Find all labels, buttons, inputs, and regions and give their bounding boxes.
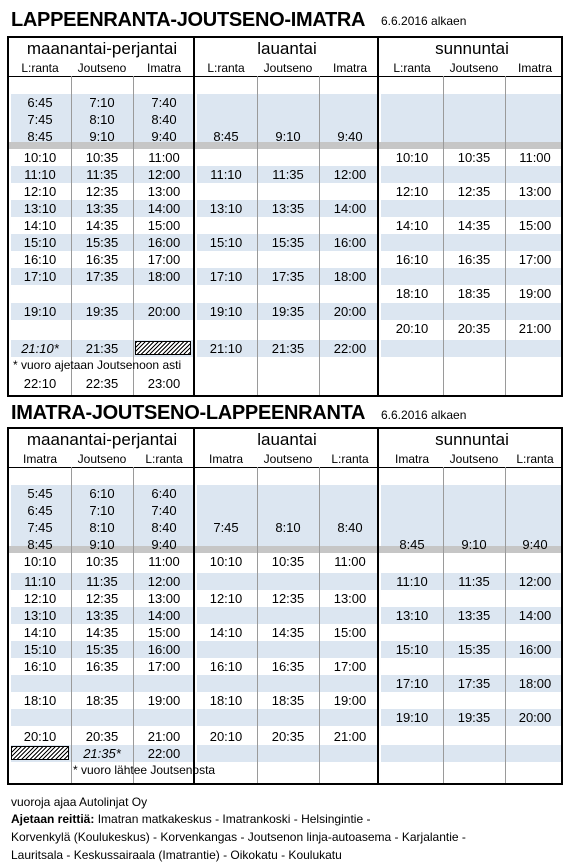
time-cell: 19:35 [271,304,305,319]
time-cell: 17:00 [147,659,181,674]
time-cell: 11:00 [148,150,180,165]
column-header: Joutseno [263,452,313,466]
column-header: Joutseno [449,61,499,75]
time-cell: 8:40 [151,520,177,535]
time-cell: 13:10 [23,201,57,216]
time-cell: 18:10 [209,693,243,708]
time-cell: 12:00 [333,167,367,182]
time-cell: 19:00 [333,693,367,708]
time-cell: 16:35 [271,659,305,674]
time-cell: 15:35 [457,642,491,657]
time-cell: 17:35 [271,269,305,284]
group-header-lauantai: lauantai [257,39,317,58]
time-cell: 15:10 [23,642,57,657]
time-cell: 20:35 [85,729,119,744]
time-cell: 14:35 [271,625,305,640]
footer-operator: vuoroja ajaa Autolinjat Oy [11,795,148,809]
time-cell: 15:10 [23,235,57,250]
row-band [381,485,563,502]
footer-route-line-3: Lauritsala - Keskussairaala (Imatrantie) - Oikokatu - Koulukatu [11,848,342,862]
time-cell: 6:40 [151,486,177,501]
row-band [11,675,193,692]
time-cell: 14:00 [147,201,181,216]
time-cell: 14:00 [147,608,181,623]
time-cell: 15:35 [85,235,119,250]
row-band [197,502,377,519]
time-cell: 17:00 [518,252,552,267]
time-cell: 15:35 [85,642,119,657]
time-cell: 18:00 [333,269,367,284]
column-header: Joutseno [77,452,127,466]
column-header: Imatra [517,61,552,75]
time-cell: 19:10 [209,304,243,319]
time-cell: 9:40 [151,537,177,552]
time-cell: 12:00 [518,574,552,589]
time-cell: 21:00 [518,321,552,336]
row-band [381,268,563,285]
time-cell: 13:35 [85,201,119,216]
row-band [381,166,563,183]
time-cell: 18:00 [147,269,181,284]
time-cell: 21:35 [85,341,119,356]
time-cell: 9:10 [275,129,301,144]
time-cell: 22:00 [147,746,181,761]
time-cell: 18:10 [395,286,429,301]
column-header: Imatra [22,452,57,466]
row-band [197,607,377,624]
section-2-valid-from: 6.6.2016 alkaen [381,408,467,422]
column-header: L:ranta [145,452,183,466]
footer-route-label: Ajetaan reittiä: [11,812,95,826]
section-1-valid-from: 6.6.2016 alkaen [381,14,467,28]
time-cell: 20:35 [457,321,491,336]
row-band [381,111,563,128]
time-cell: 11:00 [334,554,366,569]
time-cell: 21:10* [21,341,59,356]
time-cell: 12:00 [147,574,181,589]
group-header-maanantai-perjantai: maanantai-perjantai [26,430,178,449]
time-cell: 16:00 [147,235,181,250]
time-cell: 10:35 [271,554,305,569]
time-cell: 13:00 [518,184,552,199]
time-cell: 7:45 [213,520,239,535]
column-header: Imatra [146,61,181,75]
footer-route-line-1 [11,812,370,826]
column-divider [505,467,506,783]
time-cell: 20:00 [147,304,181,319]
time-cell: 12:35 [457,184,491,199]
time-cell: 11:00 [148,554,180,569]
time-cell: 10:10 [395,150,429,165]
row-band [381,94,563,111]
time-cell: 8:10 [89,520,115,535]
time-cell: 11:35 [86,574,118,589]
time-cell: 17:35 [457,676,491,691]
time-cell: 16:35 [85,659,119,674]
column-header: Imatra [394,452,429,466]
time-cell: 16:10 [209,659,243,674]
time-cell: 10:35 [457,150,491,165]
time-cell: 17:10 [395,676,429,691]
time-cell: 5:45 [27,486,53,501]
row-band [197,709,377,726]
time-cell: 18:35 [271,693,305,708]
time-cell: 8:45 [399,537,425,552]
time-cell: 13:35 [85,608,119,623]
footnote: * vuoro lähtee Joutsenosta [73,763,216,777]
section-1-title: LAPPEENRANTA-JOUTSENO-IMATRA [11,9,366,31]
time-cell: 14:35 [85,218,119,233]
column-divider [443,467,444,783]
footer-route-text-1: Imatran matkakeskus - Imatrankoski - Helsingintie - [94,812,371,826]
column-header: L:ranta [207,61,245,75]
time-cell: 21:00 [333,729,367,744]
time-cell: 12:35 [85,184,119,199]
column-header: L:ranta [331,452,369,466]
time-cell: 19:35 [85,304,119,319]
time-cell: 13:10 [23,608,57,623]
row-band [197,745,377,762]
time-cell: 9:40 [337,129,363,144]
time-cell: 9:40 [522,537,548,552]
time-cell: 14:10 [23,218,57,233]
time-cell: 12:10 [395,184,429,199]
column-header: Imatra [332,61,367,75]
time-cell: 10:35 [85,554,119,569]
group-header-sunnuntai: sunnuntai [435,39,509,58]
time-cell: 8:40 [151,112,177,127]
time-cell: 10:10 [209,554,243,569]
time-cell: 11:35 [458,574,490,589]
time-cell: 8:45 [27,537,53,552]
time-cell: 17:00 [147,252,181,267]
time-cell: 20:10 [395,321,429,336]
row-band [381,234,563,251]
time-cell: 12:10 [23,184,57,199]
time-cell: 14:00 [518,608,552,623]
column-divider [505,76,506,395]
time-cell: 14:10 [395,218,429,233]
time-cell: 7:10 [89,95,115,110]
time-cell: 20:00 [518,710,552,725]
time-cell: 18:10 [23,693,57,708]
time-cell: 11:10 [24,574,56,589]
group-header-lauantai: lauantai [257,430,317,449]
time-cell: 19:00 [518,286,552,301]
row-band [197,111,377,128]
time-cell: 16:00 [333,235,367,250]
time-cell: 15:00 [147,218,181,233]
time-cell: 17:10 [23,269,57,284]
time-cell: 23:00 [147,376,181,391]
time-cell: 7:40 [151,503,177,518]
time-cell: 11:10 [24,167,56,182]
time-cell: 11:00 [519,150,551,165]
row-band [11,709,193,726]
time-cell: 16:35 [457,252,491,267]
time-cell: 13:00 [147,591,181,606]
time-cell: 15:10 [395,642,429,657]
column-header: L:ranta [21,61,59,75]
time-cell: 14:10 [209,625,243,640]
time-cell: 12:35 [271,591,305,606]
time-cell: 6:10 [89,486,115,501]
column-header: L:ranta [516,452,554,466]
time-cell: 12:35 [85,591,119,606]
time-cell: 16:00 [518,642,552,657]
time-cell: 11:35 [86,167,118,182]
time-cell: 9:10 [89,129,115,144]
no-service-hatch [11,746,69,760]
time-cell: 19:10 [23,304,57,319]
footer-route-line-2: Korvenkylä (Koulukeskus) - Korvenkangas - Joutsenon linja-autoasema - Karjalantie - [11,830,466,844]
time-cell: 8:45 [27,129,53,144]
time-cell: 22:10 [23,376,57,391]
time-cell: 13:00 [147,184,181,199]
time-cell: 6:45 [27,95,53,110]
time-cell: 14:35 [457,218,491,233]
group-header-sunnuntai: sunnuntai [435,430,509,449]
timetable-lappeenranta-imatra [7,36,563,397]
time-cell: 12:10 [23,591,57,606]
time-cell: 17:00 [333,659,367,674]
time-cell: 9:10 [461,537,487,552]
time-cell: 17:10 [209,269,243,284]
time-cell: 7:40 [151,95,177,110]
time-cell: 15:00 [518,218,552,233]
time-cell: 8:10 [89,112,115,127]
time-cell: 15:00 [333,625,367,640]
time-cell: 15:10 [209,235,243,250]
time-cell: 7:10 [89,503,115,518]
time-cell: 13:00 [333,591,367,606]
time-cell: 11:35 [272,167,304,182]
time-cell: 20:35 [271,729,305,744]
no-service-hatch [135,341,191,355]
row-band [197,94,377,111]
time-cell: 13:10 [209,201,243,216]
time-cell: 17:35 [85,269,119,284]
time-cell: 12:00 [147,167,181,182]
column-divider [443,76,444,395]
time-cell: 14:00 [333,201,367,216]
time-cell: 7:45 [27,112,53,127]
column-header: Imatra [208,452,243,466]
time-cell: 18:35 [457,286,491,301]
time-cell: 22:00 [333,341,367,356]
column-header: Joutseno [77,61,127,75]
time-cell: 20:10 [23,729,57,744]
time-cell: 16:10 [395,252,429,267]
time-cell: 14:10 [23,625,57,640]
row-band [381,303,563,320]
row-band [197,675,377,692]
column-header: L:ranta [393,61,431,75]
time-cell: 13:10 [395,608,429,623]
time-cell: 19:10 [395,710,429,725]
footnote: * vuoro ajetaan Joutsenoon asti [13,358,182,372]
time-cell: 20:00 [333,304,367,319]
group-header-maanantai-perjantai: maanantai-perjantai [26,39,178,58]
time-cell: 10:10 [23,554,57,569]
time-cell: 21:35* [83,746,121,761]
timetable-imatra-lappeenranta [7,427,563,785]
time-cell: 14:35 [85,625,119,640]
time-cell: 21:10 [209,341,243,356]
time-cell: 9:10 [89,537,115,552]
time-cell: 8:40 [337,520,363,535]
row-band [381,745,563,762]
header-rule [9,467,561,468]
time-cell: 8:10 [275,520,301,535]
time-cell: 16:10 [23,252,57,267]
time-cell: 18:35 [85,693,119,708]
row-band [197,573,377,590]
time-cell: 16:10 [23,659,57,674]
time-cell: 8:45 [213,129,239,144]
row-band [197,485,377,502]
time-cell: 11:10 [396,574,428,589]
time-cell: 20:10 [209,729,243,744]
time-cell: 18:00 [518,676,552,691]
row-band [381,340,563,357]
time-cell: 21:35 [271,341,305,356]
time-cell: 21:00 [147,729,181,744]
time-cell: 15:35 [271,235,305,250]
time-cell: 11:10 [210,167,242,182]
time-cell: 16:35 [85,252,119,267]
time-cell: 9:40 [151,129,177,144]
time-cell: 10:35 [85,150,119,165]
time-cell: 13:35 [457,608,491,623]
section-2-title: IMATRA-JOUTSENO-LAPPEENRANTA [11,402,366,424]
row-band [381,502,563,519]
time-cell: 19:35 [457,710,491,725]
time-cell: 19:00 [147,693,181,708]
column-header: Joutseno [263,61,313,75]
header-rule [9,76,561,77]
time-cell: 13:35 [271,201,305,216]
time-cell: 15:00 [147,625,181,640]
row-band [381,200,563,217]
time-cell: 12:10 [209,591,243,606]
column-header: Joutseno [449,452,499,466]
time-cell: 10:10 [23,150,57,165]
time-cell: 6:45 [27,503,53,518]
time-cell: 7:45 [27,520,53,535]
time-cell: 16:00 [147,642,181,657]
time-cell: 22:35 [85,376,119,391]
row-band [381,519,563,536]
row-band [197,641,377,658]
